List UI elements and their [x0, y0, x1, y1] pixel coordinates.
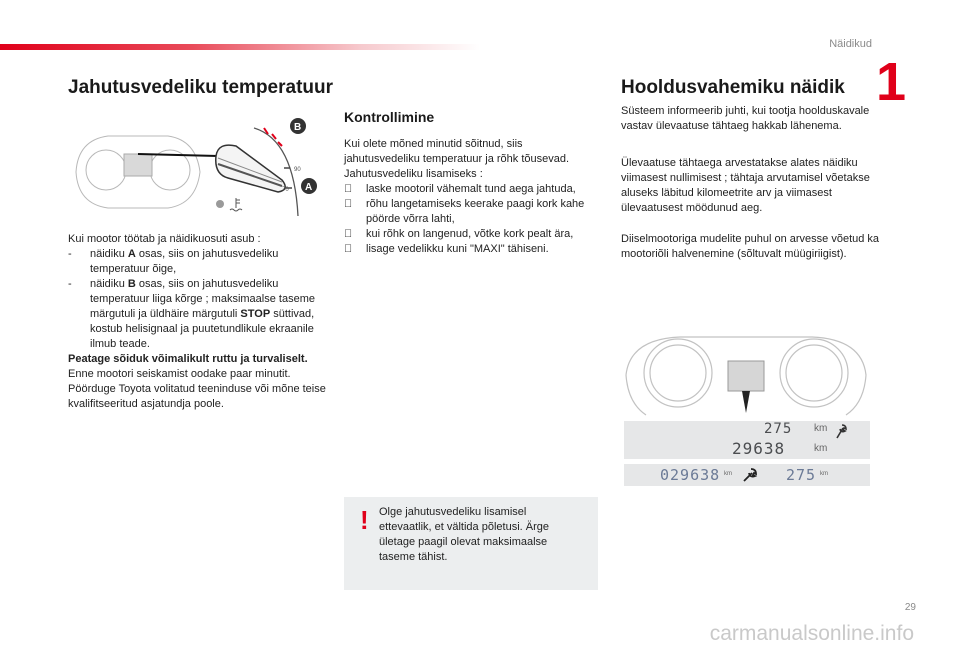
wrench-icon [834, 423, 848, 439]
item-letter: A [127, 248, 136, 260]
odometer-km-label: km [724, 471, 732, 477]
watermark: carmanualsonline.info [709, 622, 914, 645]
item-text: osas, siis on jahutusvedeliku temperatuur liiga kõrge ; maksimaalse taseme märgutuli ja üldhäire märgutuli [90, 278, 315, 320]
checking-title: Kontrollimine [344, 109, 435, 125]
item-text: näidiku [90, 248, 128, 260]
service-para-1: Süsteem informeerib juhti, kui tootja hoolduskavale vastav ülevaatuse tähtaeg hakkab lähenema. [621, 105, 870, 132]
service-distance-value: 275 [786, 466, 817, 484]
checking-description [344, 137, 600, 257]
bullet-marker [344, 197, 352, 212]
coolant-temperature-title: Jahutusvedeliku temperatuur [68, 77, 334, 98]
bullet-text: kui rõhk on langenud, võtke kork pealt ära, [366, 228, 574, 240]
gauge-lens [216, 145, 285, 192]
coolant-temperature-icon [230, 198, 242, 211]
item-letter: B [127, 278, 136, 290]
wrench-icon [742, 467, 758, 483]
list-item [68, 277, 326, 352]
dealer-note: Pöörduge Toyota volitatud teeninduse või mõne teise kvalifitseeritud asjatundja poole. [68, 383, 326, 410]
gauge-tick-90: 90 [294, 167, 301, 173]
gauge-label-a: A [305, 182, 313, 193]
page-number: 29 [904, 602, 916, 613]
section-name: Näidikud [829, 38, 872, 50]
gauge-tick-70: 70 [282, 187, 289, 193]
instrument-cluster-illustration [620, 335, 872, 417]
list-item [68, 247, 326, 277]
gauge-ticks [264, 128, 282, 146]
wait-note: Enne mootori seiskamist oodake paar minutit. [68, 368, 291, 380]
service-indicator-title: Hooldusvahemiku näidik [621, 77, 845, 98]
item-text: näidiku [90, 278, 128, 290]
warning-box [344, 497, 598, 590]
list-item [344, 227, 600, 242]
pointer-arrow [742, 391, 750, 413]
service-km-remaining: 275 [764, 421, 793, 437]
instrument-cluster-thumbnail [76, 136, 200, 208]
dash-marker: - [68, 248, 72, 260]
gauge-indicator-dot [216, 200, 224, 208]
service-km-label: km [820, 471, 828, 477]
coolant-description [68, 232, 326, 412]
odometer-value: 029638 [660, 466, 721, 484]
topup-intro: Jahutusvedeliku lisamiseks : [344, 168, 483, 180]
odometer-reading: 29638 [732, 439, 786, 458]
item-text: süttivad, kostub helisignaal ja puutetundlikule ekraanile ilmub teade. [90, 308, 315, 350]
dash-marker: - [68, 278, 72, 290]
bullet-marker [344, 227, 352, 242]
warning-exclamation-icon: ! [360, 505, 369, 535]
coolant-gauge-illustration [68, 112, 330, 222]
bullet-marker [344, 242, 352, 257]
cluster-screen [728, 361, 764, 391]
top-accent-bar [0, 44, 480, 50]
list-item [344, 242, 600, 257]
service-description [621, 104, 883, 262]
service-display-1 [624, 421, 870, 459]
stop-label: STOP [240, 308, 271, 320]
service-para-3: Diiselmootoriga mudelite puhul on arvesse võetud ka mootoriõli halvenemine (sõltuvalt müügiriigist). [621, 233, 880, 260]
item-text: osas, siis on jahutusvedeliku temperatuur õige, [90, 248, 279, 275]
bullet-text: laske mootoril vähemalt tund aega jahtuda, [366, 183, 576, 195]
warning-text: Olge jahutusvedeliku lisamisel ettevaatlik, et vältida põletusi. Ärge ületage paagil olevat maksimaalse taseme tähist. [379, 506, 549, 563]
service-display-2 [624, 464, 870, 486]
list-item [344, 197, 600, 227]
coolant-intro: Kui mootor töötab ja näidikuosuti asub : [68, 233, 261, 245]
service-para-2: Ülevaatuse tähtaega arvestatakse alates näidiku viimasest nullimisest ; tähtaja arvutamisel võetakse aluseks läbitud kilomeetrite arv ja viimasest ülevaatusest möödunud aeg. [621, 157, 870, 214]
checking-para: Kui olete mõned minutid sõitnud, siis jahutusvedeliku temperatuur ja rõhk tõusevad. [344, 138, 570, 165]
bullet-text: rõhu langetamiseks keerake paagi kork kahe pöörde võrra lahti, [366, 198, 585, 225]
odometer-unit: km [814, 443, 828, 454]
service-km-unit: km [814, 423, 828, 434]
bullet-text: lisage vedelikku kuni "MAXI" tähiseni. [366, 243, 549, 255]
bullet-marker [344, 182, 352, 197]
gauge-label-b: B [294, 122, 302, 133]
stop-vehicle-note: Peatage sõiduk võimalikult ruttu ja turvaliselt. [68, 353, 308, 365]
list-item [344, 182, 600, 197]
chapter-number: 1 [875, 52, 906, 112]
